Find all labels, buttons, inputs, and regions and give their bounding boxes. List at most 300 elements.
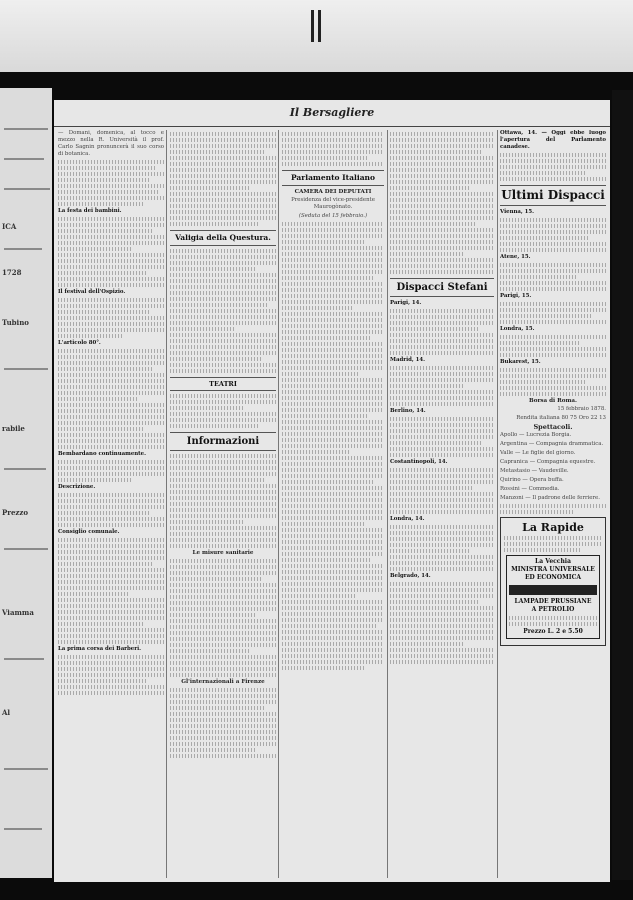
text-line (170, 204, 276, 208)
text-line (170, 700, 276, 704)
text-line (4, 548, 48, 550)
lead-paragraph: — Domani, domenica, al tocco e mezzo nella R. Università il prof. Carlo Sagnin pronuncerà il suo corso di botanica. (58, 130, 164, 157)
text-line (170, 400, 276, 404)
text-line (282, 408, 384, 412)
text-line (282, 276, 374, 280)
text-line (390, 435, 494, 439)
text-line (500, 263, 606, 267)
text-line (170, 363, 276, 367)
text-line (170, 412, 276, 416)
text-line (170, 673, 276, 677)
text-line (390, 258, 494, 262)
dispatch-dateline: Belgrado, 14. (390, 573, 431, 579)
text-line (500, 248, 606, 252)
text-line (282, 270, 384, 274)
spettacoli-heading: Spettacoli. (533, 423, 573, 431)
text-line (58, 265, 164, 269)
article-heading: Consiglio comunale. (58, 529, 120, 535)
text-line (170, 466, 276, 470)
text-line (58, 271, 147, 275)
text-line (390, 150, 482, 154)
text-line (390, 144, 494, 148)
text-line (170, 394, 276, 398)
text-line (390, 594, 494, 598)
text-line (58, 397, 138, 401)
text-line (58, 196, 164, 200)
text-line (170, 730, 276, 734)
article-heading: Bembardano continuamente. (58, 451, 146, 457)
text-line (390, 321, 494, 325)
text-line (390, 156, 494, 160)
text-line (500, 374, 606, 378)
text-line (390, 180, 494, 184)
text-line (282, 576, 384, 580)
text-line (390, 333, 494, 337)
dispatch-dateline: Madrid, 14. (390, 357, 426, 363)
text-line (58, 466, 164, 470)
text-line (390, 168, 494, 172)
text-line (500, 236, 590, 240)
text-line (390, 636, 494, 640)
text-line (4, 158, 44, 160)
text-line (500, 171, 585, 175)
text-line (282, 516, 384, 520)
text-line (58, 298, 164, 302)
text-line (170, 478, 265, 482)
show-item: Apollo — Lucrezia Borgia. (500, 432, 572, 438)
text-line (170, 637, 276, 641)
text-line (282, 132, 384, 136)
text-line (170, 406, 244, 410)
ad-line: LAMPADE PRUSSIANE (514, 598, 592, 605)
adjacent-page-strip (0, 88, 52, 878)
text-line (390, 480, 494, 484)
text-line (58, 190, 159, 194)
show-item: Valle — Le figlie del giorno. (500, 450, 576, 456)
text-line (170, 544, 276, 548)
text-line (390, 531, 494, 535)
text-line (170, 321, 276, 325)
text-line (390, 351, 494, 355)
text-line (58, 556, 164, 560)
text-line (58, 586, 164, 590)
show-item: Rossini — Commedia. (500, 486, 560, 492)
text-line (282, 606, 384, 610)
text-line (58, 574, 164, 578)
text-line (282, 264, 384, 268)
borsa-heading: Borsa di Roma. (529, 398, 577, 404)
text-line (500, 308, 606, 312)
text-line (58, 640, 164, 644)
masthead-title: Il Bersagliere (289, 106, 375, 119)
text-line (58, 202, 143, 206)
text-line (282, 324, 384, 328)
article-heading: L'articolo 80°. (58, 340, 101, 346)
text-line (58, 178, 149, 182)
text-line (58, 523, 164, 527)
text-line (58, 544, 164, 548)
dispatch-dateline: Londra, 14. (390, 516, 425, 522)
text-line (390, 138, 494, 142)
text-line (500, 302, 606, 306)
text-line (390, 474, 494, 478)
text-line (170, 688, 276, 692)
text-line (500, 392, 606, 396)
text-line (282, 600, 384, 604)
text-line (390, 504, 494, 508)
text-line (282, 552, 384, 556)
text-line (500, 177, 606, 181)
show-item: Quirino — Opera buffa. (500, 477, 564, 483)
text-line (390, 339, 494, 343)
text-line (390, 612, 494, 616)
text-line (58, 598, 164, 602)
text-line (282, 156, 369, 160)
text-line (282, 222, 384, 226)
text-line (58, 310, 151, 314)
text-line (390, 222, 477, 226)
text-line (282, 312, 384, 316)
text-line (390, 366, 494, 370)
text-line (282, 306, 353, 310)
text-line (282, 402, 384, 406)
text-line (390, 441, 482, 445)
text-line (58, 379, 164, 383)
text-line (58, 685, 164, 689)
section-heading: Ultimi Dispacci (500, 185, 606, 206)
text-line (282, 618, 384, 622)
text-line (170, 351, 276, 355)
text-line (390, 555, 494, 559)
text-line (58, 460, 164, 464)
strip-label: 1728 (2, 268, 22, 277)
text-line (58, 373, 164, 377)
text-line (282, 360, 384, 364)
text-line (170, 156, 276, 160)
text-line (58, 217, 164, 221)
text-line (282, 444, 384, 448)
borsa-line: Rendita italiana 80 75 Oro 22 13 (516, 415, 606, 421)
newspaper-page (54, 100, 610, 882)
text-line (500, 275, 576, 279)
text-line (504, 542, 602, 546)
article-heading: La prima corsa dei Barberi. (58, 646, 141, 652)
text-line (390, 624, 494, 628)
text-line (170, 538, 276, 542)
column-1 (58, 130, 164, 878)
text-line (282, 564, 384, 568)
text-line (170, 279, 276, 283)
text-line (170, 502, 276, 506)
section-heading: Informazioni (170, 432, 276, 451)
text-line (58, 634, 164, 638)
text-line (390, 378, 494, 382)
text-line (282, 330, 384, 334)
text-line (282, 498, 384, 502)
dispatch-dateline: Bukarest, 15. (500, 359, 541, 365)
show-item: Manzoni — Il padrone delle ferriere. (500, 495, 600, 501)
text-line (58, 661, 164, 665)
text-line (170, 577, 263, 581)
text-line (58, 679, 148, 683)
text-line (500, 380, 585, 384)
text-line (282, 648, 384, 652)
text-line (58, 322, 164, 326)
text-line (500, 281, 606, 285)
subheading: Le misure sanitarie (192, 550, 254, 556)
text-line (282, 336, 372, 340)
text-line (170, 712, 276, 716)
text-line (500, 224, 606, 228)
text-line (390, 309, 494, 313)
text-line (58, 391, 164, 395)
text-line (170, 249, 276, 253)
text-line (58, 550, 164, 554)
text-line (282, 390, 384, 394)
text-line (58, 691, 164, 695)
text-line (58, 538, 164, 542)
column-4 (390, 130, 494, 878)
text-line (170, 303, 268, 307)
text-line (390, 606, 494, 610)
ad-title: La Rapide (522, 521, 584, 534)
text-line (58, 439, 164, 443)
text-line (500, 159, 606, 163)
text-line (282, 510, 384, 514)
bleed-mark (318, 10, 321, 42)
text-line (500, 314, 593, 318)
lead-dispatch: Ottawa, 14. — Oggi ebbe luogo l'apertura del Parlamento canadese. (500, 130, 606, 150)
text-line (58, 229, 153, 233)
text-line (390, 216, 494, 220)
text-line (390, 198, 494, 202)
text-line (282, 492, 384, 496)
text-line (170, 655, 276, 659)
text-line (170, 694, 276, 698)
text-line (390, 186, 471, 190)
text-line (390, 561, 494, 565)
text-line (282, 144, 384, 148)
text-line (282, 150, 384, 154)
text-line (170, 613, 255, 617)
text-line (282, 558, 370, 562)
text-line (390, 492, 494, 496)
text-line (58, 505, 164, 509)
text-line (282, 372, 360, 376)
text-line (170, 333, 276, 337)
text-line (170, 490, 276, 494)
text-line (390, 264, 494, 268)
text-line (170, 649, 250, 653)
text-line (390, 567, 494, 571)
text-line (282, 234, 384, 238)
text-line (282, 258, 384, 262)
text-line (509, 616, 597, 620)
text-line (390, 327, 478, 331)
text-line (170, 291, 276, 295)
text-line (282, 486, 384, 490)
text-line (170, 520, 244, 524)
text-line (282, 654, 384, 658)
text-line (170, 186, 250, 190)
text-line (390, 468, 494, 472)
text-line (390, 660, 494, 664)
text-line (170, 174, 276, 178)
text-line (282, 414, 368, 418)
text-line (170, 484, 276, 488)
text-line (170, 267, 255, 271)
text-line (170, 496, 276, 500)
dispatch-dateline: Atene, 15. (500, 254, 531, 260)
text-line (390, 390, 494, 394)
text-line (170, 559, 276, 563)
text-line (282, 252, 384, 256)
text-line (58, 172, 164, 176)
text-line (58, 361, 164, 365)
column-5 (500, 130, 606, 878)
text-line (58, 427, 145, 431)
text-line (282, 300, 384, 304)
text-line (282, 318, 384, 322)
text-line (282, 432, 384, 436)
text-line (170, 748, 257, 752)
text-line (58, 283, 164, 287)
text-line (170, 180, 276, 184)
show-item: Argentina — Compagnia drammatica. (500, 441, 604, 447)
ad-line: A PETROLIO (531, 606, 575, 613)
text-line (4, 468, 46, 470)
text-line (500, 353, 606, 357)
page-header (54, 100, 610, 127)
text-line (282, 138, 384, 142)
text-line (170, 210, 276, 214)
text-line (282, 588, 384, 592)
text-line (170, 138, 276, 142)
text-line (170, 168, 276, 172)
text-line (58, 316, 164, 320)
text-line (282, 534, 384, 538)
text-line (58, 349, 164, 353)
text-line (282, 468, 384, 472)
text-line (282, 630, 384, 634)
text-line (282, 474, 384, 478)
column-rule (387, 130, 388, 878)
dispatch-dateline: Costantinopoli, 14. (390, 459, 448, 465)
text-line (282, 366, 384, 370)
text-line (282, 528, 384, 532)
text-line (500, 504, 606, 508)
text-line (58, 415, 164, 419)
text-line (58, 568, 164, 572)
text-line (390, 642, 463, 646)
text-line (390, 486, 473, 490)
text-line (282, 540, 384, 544)
text-line (170, 418, 276, 422)
text-line (500, 347, 606, 351)
text-line (282, 642, 384, 646)
text-line (58, 517, 164, 521)
text-line (390, 210, 494, 214)
text-line (390, 204, 494, 208)
text-line (390, 588, 494, 592)
text-line (390, 423, 494, 427)
text-line (170, 369, 276, 373)
ad-line: MINISTRA UNIVERSALE (511, 566, 595, 573)
text-line (58, 259, 164, 263)
text-line (58, 604, 164, 608)
text-line (390, 192, 494, 196)
text-line (170, 315, 276, 319)
text-line (500, 153, 606, 157)
text-line (170, 198, 276, 202)
text-line (58, 616, 164, 620)
ad-line: ED ECONOMICA (524, 574, 582, 581)
text-line (170, 255, 276, 259)
text-line (170, 718, 276, 722)
text-line (58, 622, 143, 626)
text-line (4, 658, 44, 660)
text-line (58, 166, 156, 170)
text-line (390, 162, 494, 166)
text-line (390, 429, 494, 433)
text-line (500, 165, 606, 169)
text-line (390, 498, 494, 502)
text-line (170, 583, 276, 587)
text-line (170, 192, 276, 196)
top-margin-bleed (0, 0, 633, 72)
text-line (170, 309, 276, 313)
text-line (4, 828, 42, 830)
text-line (58, 610, 164, 614)
ad-price: Prezzo L. 2 e 5.50 (523, 628, 583, 635)
text-line (58, 673, 164, 677)
ad-illustration (509, 585, 597, 595)
text-line (170, 742, 276, 746)
text-line (170, 222, 260, 226)
text-line (170, 424, 260, 428)
text-line (390, 396, 494, 400)
article-heading: Il festival dell'Ospizio. (58, 289, 126, 295)
text-line (170, 736, 276, 740)
text-line (170, 150, 265, 154)
text-line (390, 525, 494, 529)
article-heading: La festa dei bambini. (58, 208, 122, 214)
text-line (282, 246, 384, 250)
text-line (282, 522, 364, 526)
text-line (58, 433, 164, 437)
column-2 (170, 130, 276, 878)
text-line (58, 592, 128, 596)
text-line (282, 420, 384, 424)
text-line (390, 600, 479, 604)
text-line (390, 549, 469, 553)
text-line (58, 160, 164, 164)
text-line (500, 230, 606, 234)
text-line (58, 511, 151, 515)
text-line (170, 327, 234, 331)
text-line (170, 661, 276, 665)
text-line (58, 421, 164, 425)
text-line (282, 582, 384, 586)
text-line (170, 285, 276, 289)
dispatch-dateline: Parigi, 15. (500, 293, 532, 299)
text-line (170, 754, 276, 758)
text-line (282, 594, 357, 598)
text-line (390, 345, 494, 349)
text-line (58, 355, 164, 359)
text-line (58, 580, 164, 584)
sitting-line: (Seduta del 15 febbraio.) (298, 213, 368, 219)
